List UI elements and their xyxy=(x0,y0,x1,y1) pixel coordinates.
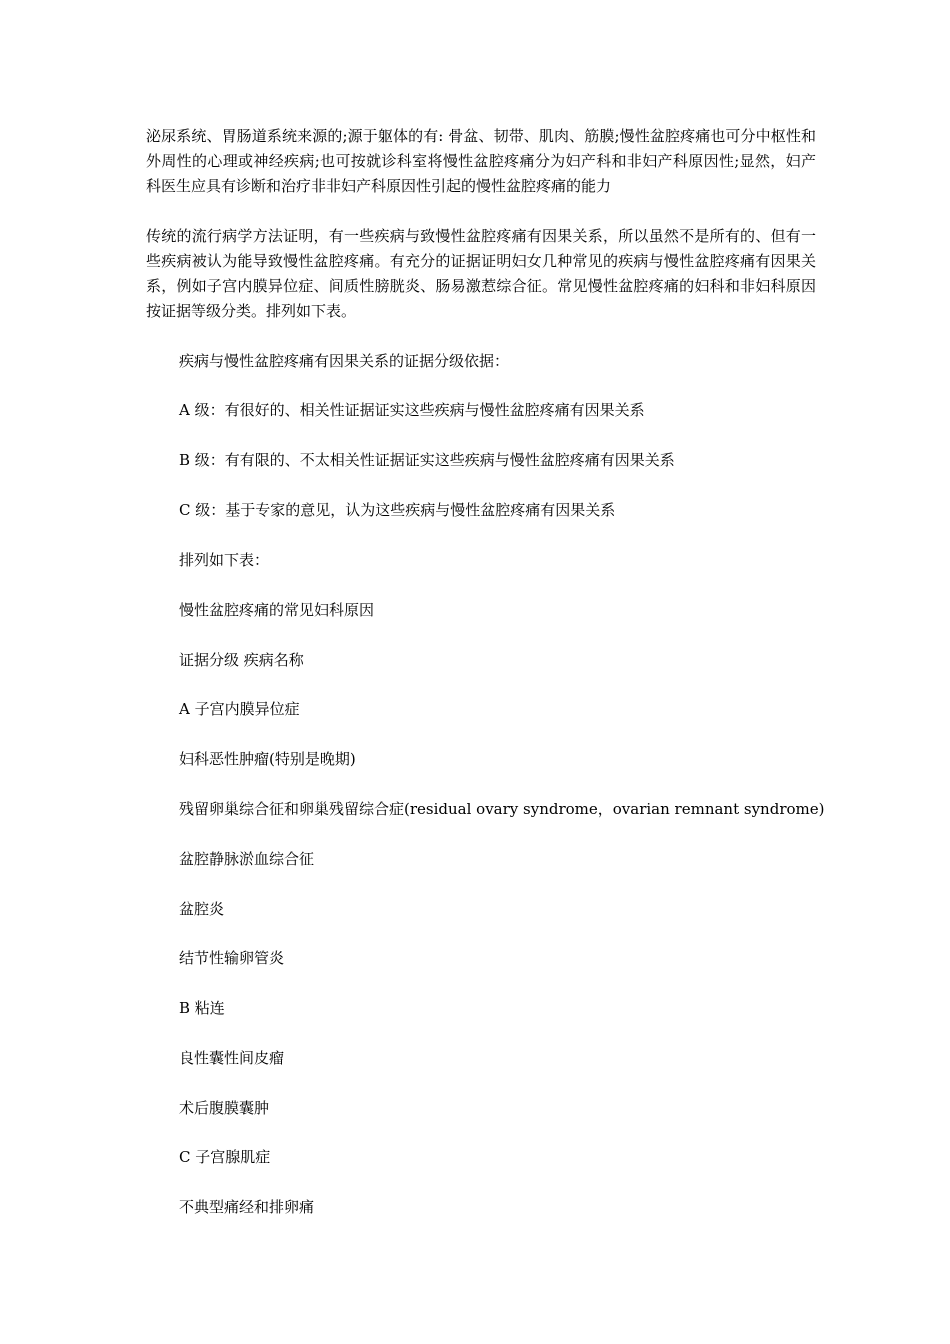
table-intro: 排列如下表： xyxy=(179,551,270,569)
table-row: B 粘连 xyxy=(179,999,225,1017)
table-row: A 子宫内膜异位症 xyxy=(179,700,300,718)
table-row: 妇科恶性肿瘤(特别是晚期) xyxy=(179,750,356,768)
paragraph-symptom-sources: 泌尿系统、胃肠道系统来源的;源于躯体的有: 骨盆、韧带、肌肉、筋膜;慢性盆腔疼痛也可分中枢性和外周性的心理或神经疾病;也可按就诊科室将慢性盆腔疼痛分为妇产科和非妇产科原因性;显然，妇产科医生应具有诊断和治疗非非妇产科原因性引起的慢性盆腔疼痛的能力 xyxy=(146,127,816,195)
table-row: 术后腹膜囊肿 xyxy=(179,1099,270,1117)
table-row: 结节性输卵管炎 xyxy=(179,949,285,967)
grade-a-definition: A 级：有很好的、相关性证据证实这些疾病与慢性盆腔疼痛有因果关系 xyxy=(179,401,645,419)
table-title: 慢性盆腔疼痛的常见妇科原因 xyxy=(179,601,375,619)
document-page xyxy=(146,0,825,1344)
grade-c-definition: C 级：基于专家的意见，认为这些疾病与慢性盆腔疼痛有因果关系 xyxy=(179,501,616,519)
table-row: 盆腔静脉淤血综合征 xyxy=(179,850,315,868)
table-row: 不典型痛经和排卵痛 xyxy=(179,1198,315,1216)
table-row: 盆腔炎 xyxy=(179,900,225,918)
table-row: 良性囊性间皮瘤 xyxy=(179,1049,285,1067)
table-row: 残留卵巢综合征和卵巢残留综合症(residual ovary syndrome，ovarian remnant syndrome) xyxy=(179,800,825,818)
evidence-grading-heading: 疾病与慢性盆腔疼痛有因果关系的证据分级依据： xyxy=(179,352,510,370)
table-header: 证据分级 疾病名称 xyxy=(179,651,304,669)
table-row: C 子宫腺肌症 xyxy=(179,1148,271,1166)
grade-b-definition: B 级：有有限的、不太相关性证据证实这些疾病与慢性盆腔疼痛有因果关系 xyxy=(179,451,675,469)
paragraph-epidemiology: 传统的流行病学方法证明，有一些疾病与致慢性盆腔疼痛有因果关系，所以虽然不是所有的、但有一些疾病被认为能导致慢性盆腔疼痛。有充分的证据证明妇女几种常见的疾病与慢性盆腔疼痛有因果关系，例如子宫内膜异位症、间质性膀胱炎、肠易激惹综合征。常见慢性盆腔疼痛的妇科和非妇科原因按证据等级分类。排列如下表。 xyxy=(146,227,816,320)
